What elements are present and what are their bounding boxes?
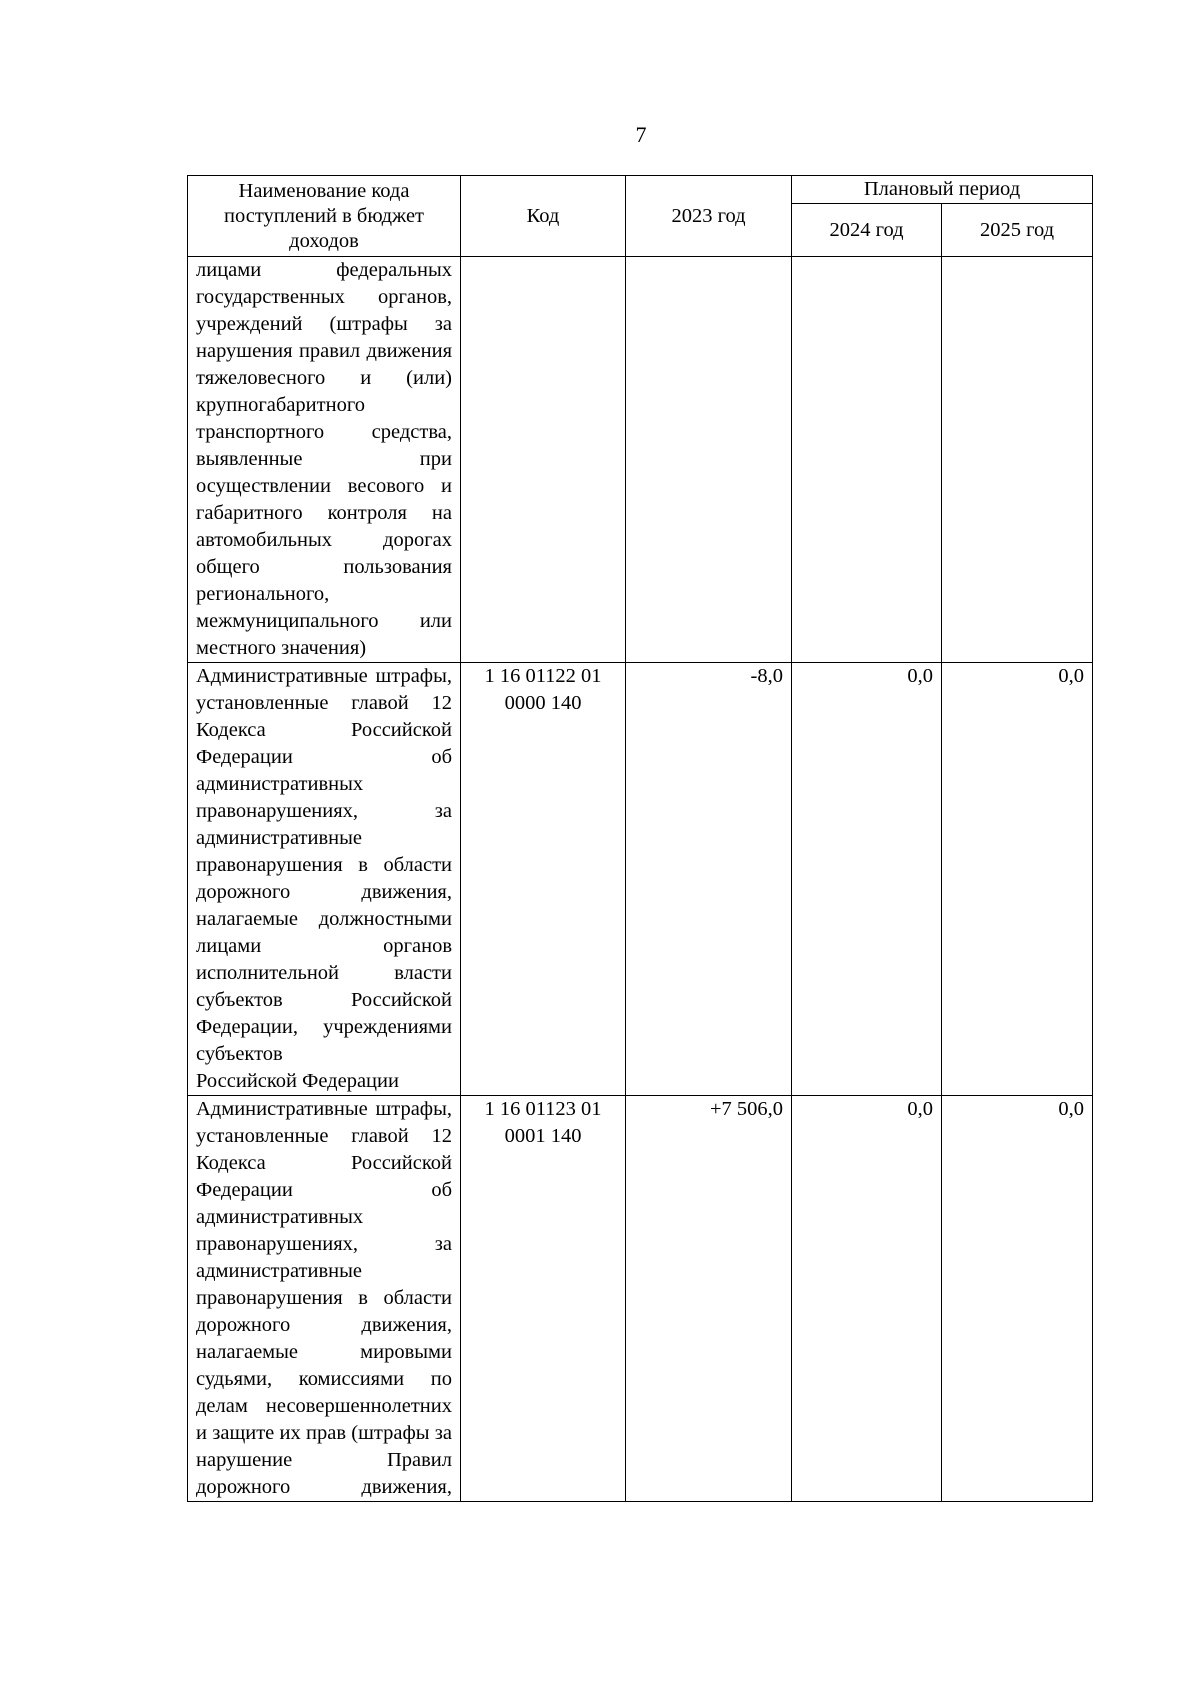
revenue-code-cell: 1 16 01123 01 0001 140 <box>461 1096 626 1502</box>
value-2024-cell <box>792 257 942 663</box>
header-planned-period: Плановый период <box>792 176 1093 204</box>
value-2024-cell: 0,0 <box>792 1096 942 1502</box>
revenue-code-cell: 1 16 01122 01 0000 140 <box>461 663 626 1096</box>
revenue-name-text: Административные штрафы, установленные главой 12 Кодекса Российской Федерации об административных правонарушениях, за административные правонарушения в области дорожного движения, налагаемые мировыми судьями, комиссиями по делам несовершеннолетних и защите их прав (штрафы за нарушение Правил дорожного движения, <box>196 1098 452 1498</box>
value-2023-cell <box>626 257 792 663</box>
revenue-name-text: лицами федеральных государственных органов, учреждений (штрафы за нарушения правил движения тяжеловесного и (или) крупногабаритного транспортного средства, выявленные при осуществлении весового и габаритного контроля на автомобильных дорогах общего пользования регионального, межмуниципального или <box>196 259 452 632</box>
table-row <box>188 1096 1093 1502</box>
header-year-2025: 2025 год <box>942 204 1093 257</box>
value-2023-cell: -8,0 <box>626 663 792 1096</box>
revenue-name-last-line: Российской Федерации <box>196 1070 399 1092</box>
budget-revenue-table <box>187 175 1093 1502</box>
revenue-name-last-line: местного значения) <box>196 637 367 659</box>
page-number: 7 <box>635 122 647 147</box>
value-2025-cell <box>942 257 1093 663</box>
revenue-code-cell <box>461 257 626 663</box>
table-row <box>188 663 1093 1096</box>
value-2024-cell: 0,0 <box>792 663 942 1096</box>
revenue-name-cell <box>188 257 461 663</box>
header-code: Код <box>461 176 626 257</box>
revenue-name-cell <box>188 663 461 1096</box>
value-2025-cell: 0,0 <box>942 1096 1093 1502</box>
value-2023-cell: +7 506,0 <box>626 1096 792 1502</box>
table-row <box>188 257 1093 663</box>
header-year-2023: 2023 год <box>626 176 792 257</box>
header-name: Наименование кода поступлений в бюджет доходов <box>188 176 461 257</box>
revenue-name-text: Административные штрафы, установленные главой 12 Кодекса Российской Федерации об административных правонарушениях, за административные правонарушения в области дорожного движения, налагаемые должностными лицами органов исполнительной власти субъектов Российской Федерации, учреждениями субъектов <box>196 665 452 1065</box>
value-2025-cell: 0,0 <box>942 663 1093 1096</box>
header-year-2024: 2024 год <box>792 204 942 257</box>
revenue-name-cell <box>188 1096 461 1502</box>
